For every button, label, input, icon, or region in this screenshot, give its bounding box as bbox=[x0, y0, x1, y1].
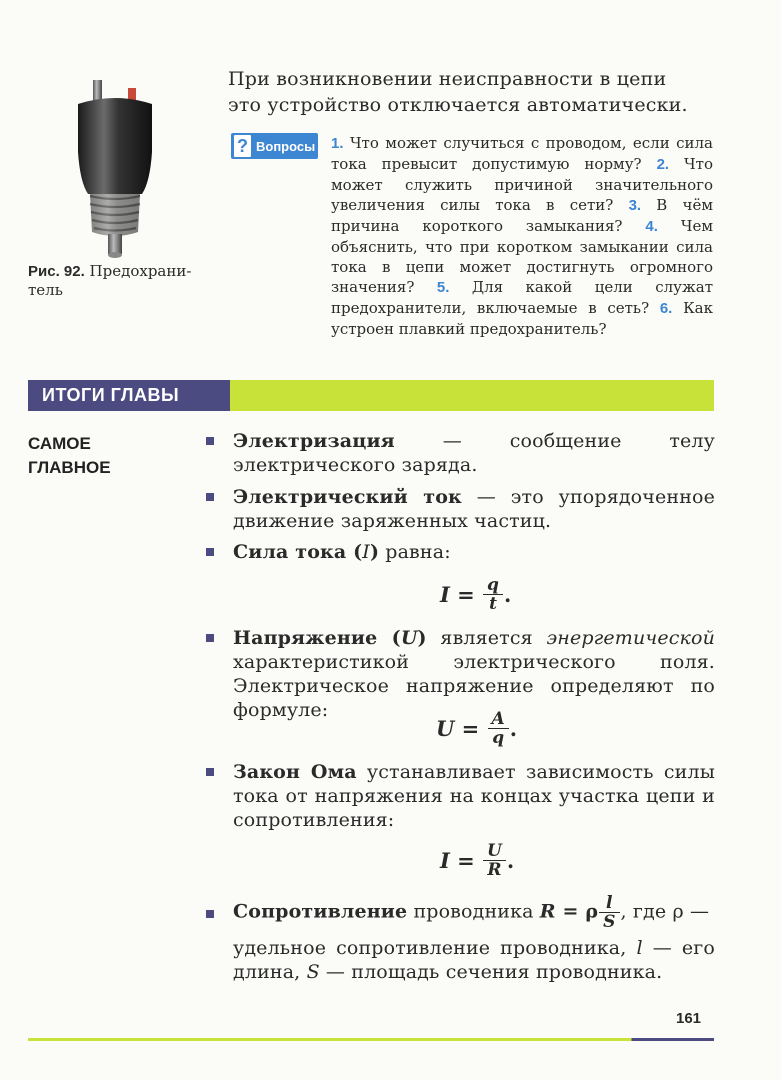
definition-cont: , где ρ — bbox=[620, 900, 710, 923]
questions-list bbox=[331, 133, 713, 339]
symbol: I bbox=[362, 541, 370, 563]
formula-eq: = bbox=[449, 582, 483, 607]
definition: — сообщение телу электрического заряда. bbox=[233, 430, 715, 476]
question-text: Чем объяснить, что при коротком замыкании сила тока в цепи может достигнуть огромного значения? bbox=[331, 217, 713, 296]
definition-cont: — площадь сечения проводника. bbox=[319, 961, 663, 983]
definition-cont: — его длина, bbox=[233, 937, 715, 983]
bullet-icon bbox=[206, 768, 214, 776]
symbol: U bbox=[400, 627, 418, 649]
denominator: R bbox=[487, 860, 502, 880]
definition: устанавливает зависимость силы тока от напряжения на концах участка цепи и сопротивления: bbox=[233, 761, 715, 831]
figure-caption-text: Предохрани- bbox=[89, 262, 192, 280]
page-number: 161 bbox=[676, 1010, 702, 1027]
formula-eq: = ρ bbox=[555, 900, 599, 923]
denominator: q bbox=[492, 728, 505, 748]
question-text: Что может служить причиной значительного увеличения силы тока в сети? bbox=[331, 155, 713, 214]
numerator: l bbox=[606, 893, 613, 913]
formula-end: . bbox=[503, 582, 512, 607]
intro-paragraph: При возникновении неисправности в цепи это устройство отключается автоматически. bbox=[228, 68, 688, 116]
question-number: 6. bbox=[659, 300, 673, 317]
definition-cont: характеристикой электрического поля. Электрическое напряжение определяют по формуле: bbox=[233, 651, 715, 721]
question-number: 1. bbox=[331, 135, 344, 152]
questions-badge-label: Вопросы bbox=[256, 138, 316, 154]
fuse-illustration bbox=[70, 72, 160, 272]
definition: является bbox=[426, 627, 547, 649]
main-points-line1: САМОЕ bbox=[28, 434, 91, 453]
term: Сопротивление bbox=[233, 900, 408, 923]
bullet-icon bbox=[206, 437, 214, 445]
term bbox=[233, 627, 427, 649]
formula-lhs: I bbox=[440, 848, 450, 873]
term: Электризация bbox=[233, 430, 395, 452]
question-text: Для какой цели служат предохранители, включаемые в сеть? bbox=[331, 278, 713, 317]
summary-item-electrization bbox=[233, 429, 715, 477]
formula-lhs: U bbox=[436, 716, 455, 741]
term: Электрический ток bbox=[233, 486, 462, 508]
main-points-label bbox=[28, 432, 178, 480]
bullet-icon bbox=[206, 548, 214, 556]
summary-item-resistance bbox=[233, 894, 715, 931]
formula-eq: = bbox=[449, 848, 483, 873]
term-end: ) bbox=[369, 541, 380, 563]
formula-fraction bbox=[485, 842, 504, 879]
formula-voltage bbox=[436, 710, 517, 747]
footer-line bbox=[28, 1038, 714, 1041]
question-mark-icon: ? bbox=[234, 135, 251, 157]
question-text: Как устроен плавкий предохранитель? bbox=[331, 299, 713, 338]
numerator: A bbox=[491, 709, 505, 729]
summary-item-current-strength bbox=[233, 540, 715, 564]
figure-caption-text-end: тель bbox=[28, 281, 63, 299]
formula-fraction bbox=[485, 576, 501, 613]
summary-title: ИТОГИ ГЛАВЫ bbox=[28, 380, 230, 411]
question-number: 2. bbox=[656, 156, 670, 173]
summary-item-current bbox=[233, 485, 715, 533]
questions-badge bbox=[231, 133, 318, 159]
formula-lhs: R bbox=[539, 900, 556, 923]
summary-item-voltage bbox=[233, 626, 715, 722]
formula-fraction bbox=[601, 894, 617, 931]
term-text: Сила тока ( bbox=[233, 541, 363, 563]
formula-lhs: I bbox=[440, 582, 450, 607]
definition: равна: bbox=[379, 541, 451, 563]
term bbox=[233, 541, 379, 563]
definition-cont: удельное сопротивление проводника, bbox=[233, 937, 637, 959]
term: Закон Ома bbox=[233, 761, 357, 783]
formula-ohm bbox=[440, 842, 514, 879]
summary-item-resistance-cont bbox=[233, 936, 715, 984]
symbol: S bbox=[306, 961, 320, 983]
symbol: l bbox=[636, 937, 643, 959]
question-text: Что может случиться с проводом, если сила тока превысит допустимую норму? bbox=[331, 134, 713, 173]
definition: — это упорядоченное движение заряженных частиц. bbox=[233, 486, 715, 532]
formula-fraction bbox=[490, 710, 507, 747]
denominator: t bbox=[489, 594, 497, 614]
figure-caption bbox=[28, 262, 208, 300]
bullet-icon bbox=[206, 493, 214, 501]
bullet-icon bbox=[206, 634, 214, 642]
summary-item-ohm bbox=[233, 760, 715, 832]
question-number: 5. bbox=[436, 279, 450, 296]
formula-current bbox=[440, 576, 511, 613]
formula-end: . bbox=[509, 716, 518, 741]
formula-end: . bbox=[506, 848, 515, 873]
definition: проводника bbox=[407, 900, 540, 923]
emphasis: энергетической bbox=[546, 627, 715, 649]
question-number: 4. bbox=[645, 218, 658, 235]
denominator: S bbox=[603, 912, 616, 932]
formula-eq: = bbox=[454, 716, 487, 741]
numerator: U bbox=[487, 841, 502, 861]
term-end: ) bbox=[417, 627, 427, 649]
question-text: В чём причина короткого замыкания? bbox=[331, 196, 713, 235]
main-points-line2: ГЛАВНОЕ bbox=[28, 458, 111, 477]
question-number: 3. bbox=[628, 197, 642, 214]
figure-label: Рис. 92. bbox=[28, 263, 85, 280]
bullet-icon bbox=[206, 910, 214, 918]
term-text: Напряжение ( bbox=[233, 627, 401, 649]
numerator: q bbox=[487, 575, 499, 595]
